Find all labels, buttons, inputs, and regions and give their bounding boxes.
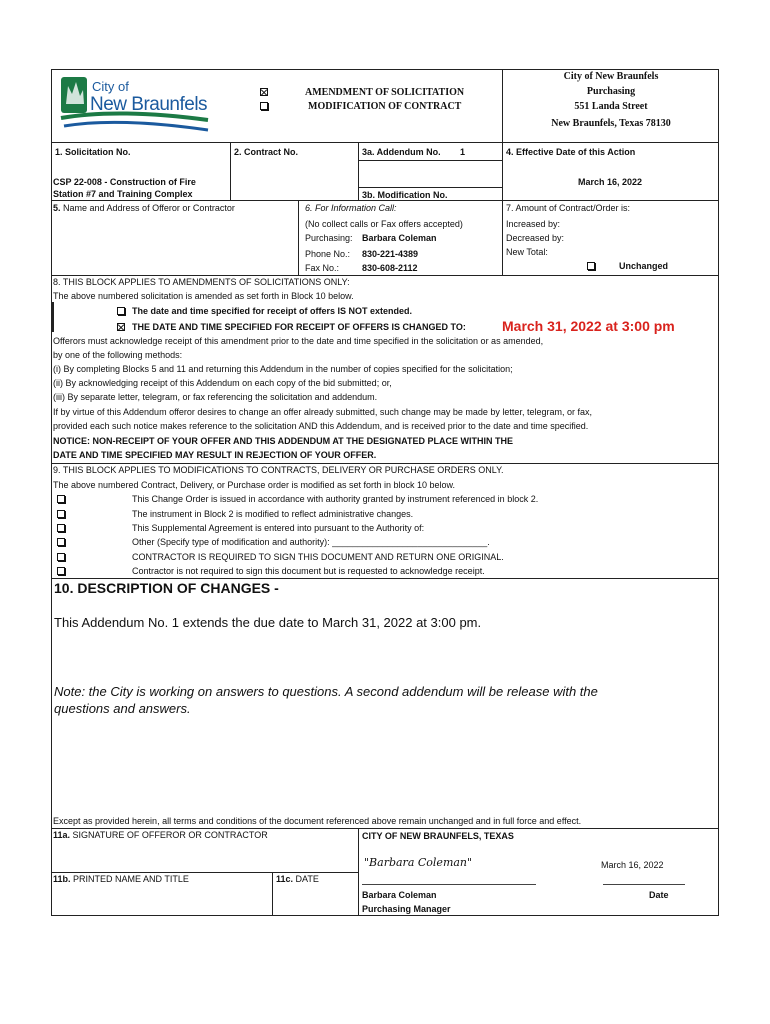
block9-option: Other (Specify type of modification and authority): _______________________________. [132,537,490,547]
block9-option: This Supplemental Agreement is entered into pursuant to the Authority of: [132,523,425,533]
block9-option-checkbox[interactable] [57,495,65,503]
block9-option-checkbox[interactable] [57,538,65,546]
purchasing-label: Purchasing: [305,233,353,243]
signature-line [362,884,536,885]
block9-option-checkbox[interactable] [57,567,65,575]
unchanged-label: Unchanged [619,261,669,271]
block8-methods: by one of the following methods: [53,350,183,360]
modification-no-label: 3b. Modification No. [362,190,448,200]
date-word: Date [649,890,669,900]
divider [358,828,359,916]
contract-no-label: 2. Contract No. [234,147,299,157]
org-line2: Purchasing [586,86,636,97]
block8-notice1: NOTICE: NON-RECEIPT OF YOUR OFFER AND THIS ADDENDUM AT THE DESIGNATED PLACE WITHIN THE [53,436,513,446]
block8-virtue: If by virtue of this Addendum offeror desires to change an offer already submitted, such change may be made by letter, telegram, or fax, [53,407,592,417]
phone-value: 830-221-4389 [362,249,419,259]
effective-date-label: 4. Effective Date of this Action [506,147,636,157]
divider [51,828,719,829]
new-total-label: New Total: [506,247,548,257]
block10-note-line1: Note: the City is working on answers to questions. A second addendum will be release with the [54,684,598,699]
org-line3: 551 Landa Street [574,101,648,112]
block9-option-checkbox[interactable] [57,553,65,561]
divider [51,578,719,579]
modification-label: MODIFICATION OF CONTRACT [308,101,462,112]
divider [272,872,273,916]
signer-title: Purchasing Manager [362,904,451,914]
block10-heading: 10. DESCRIPTION OF CHANGES - [54,580,279,596]
logo-name: New Braunfels [90,94,208,115]
amendment-label: AMENDMENT OF SOLICITATION [305,87,465,98]
org-line4: New Braunfels, Texas 78130 [551,118,671,129]
offeror-address-label: 5. Name and Address of Offeror or Contractor [53,203,235,213]
block8-line1: The above numbered solicitation is amended as set forth in Block 10 below. [53,291,354,301]
block10-body: This Addendum No. 1 extends the due date to March 31, 2022 at 3:00 pm. [54,615,482,630]
block9-option-checkbox[interactable] [57,510,65,518]
block9-option-checkbox[interactable] [57,524,65,532]
block9-option: Contractor is not required to sign this document but is requested to acknowledge receipt. [132,566,485,576]
city-signature: "Barbara Coleman" [364,856,473,869]
block10-note-line2: questions and answers. [54,701,191,716]
sign-date-value: March 16, 2022 [601,860,664,870]
city-logo [58,74,218,138]
divider [51,275,719,276]
effective-date-value: March 16, 2022 [578,177,643,187]
divider [52,302,54,332]
block8-heading: 8. THIS BLOCK APPLIES TO AMENDMENTS OF SOLICITATIONS ONLY: [53,277,350,287]
modification-checkbox[interactable] [260,102,268,110]
solicitation-no-line2: Station #7 and Training Complex [53,189,193,199]
date-label: 11c. DATE [276,874,319,884]
addendum-no-value: 1 [460,147,466,157]
new-due-datetime: March 31, 2022 at 3:00 pm [502,318,675,334]
block9-option: The instrument in Block 2 is modified to reflect administrative changes. [132,509,414,519]
signer-name: Barbara Coleman [362,890,437,900]
date-line [603,884,685,885]
solicitation-no-line1: CSP 22-008 - Construction of Fire [53,177,196,187]
fax-value: 830-608-2112 [362,263,418,273]
city-label: CITY OF NEW BRAUNFELS, TEXAS [362,831,514,841]
org-line1: City of New Braunfels [563,71,659,82]
divider [358,160,502,161]
unchanged-checkbox[interactable] [587,262,595,270]
block9-line1: The above numbered Contract, Delivery, or Purchase order is modified as set forth in block 10 below. [53,480,456,490]
block8-method-iii: (iii) By separate letter, telegram, or fax referencing the solicitation and addendum. [53,392,378,402]
block8-method-i: (i) By completing Blocks 5 and 11 and returning this Addendum in the number of copies specified for the solicitation; [53,364,513,374]
phone-label: Phone No.: [305,249,351,259]
logo-city-of: City of [92,79,129,94]
divider [358,142,359,200]
divider [51,463,719,464]
divider [51,872,358,873]
printed-name-label: 11b. PRINTED NAME AND TITLE [53,874,189,884]
date-changed-checkbox[interactable] [117,323,125,331]
not-extended-label: The date and time specified for receipt of offers IS NOT extended. [132,306,413,316]
date-changed-label: THE DATE AND TIME SPECIFIED FOR RECEIPT OF OFFERS IS CHANGED TO: [132,322,466,332]
divider [51,142,719,143]
info-call-label: 6. For Information Call: [305,203,397,213]
increased-by-label: Increased by: [506,219,561,229]
divider [502,200,503,275]
amendment-checkbox[interactable] [260,88,268,96]
divider [358,187,502,188]
decreased-by-label: Decreased by: [506,233,565,243]
contract-amount-label: 7. Amount of Contract/Order is: [506,203,631,213]
block10-except: Except as provided herein, all terms and conditions of the document referenced above remain unchanged and in full force and effect. [53,816,582,826]
solicitation-no-label: 1. Solicitation No. [55,147,131,157]
block8-notice2: DATE AND TIME SPECIFIED MAY RESULT IN REJECTION OF YOUR OFFER. [53,450,377,460]
purchasing-name: Barbara Coleman [362,233,437,243]
addendum-no-label: 3a. Addendum No. [362,147,441,157]
block8-provided: provided each such notice makes reference to the solicitation AND this Addendum, and is received prior to the date and time specified. [53,421,589,431]
info-call-note: (No collect calls or Fax offers accepted) [305,219,463,229]
signature-offeror-label: 11a. SIGNATURE OF OFFEROR OR CONTRACTOR [53,830,268,840]
not-extended-checkbox[interactable] [117,307,125,315]
block9-option: This Change Order is issued in accordance with authority granted by instrument referenced in block 2. [132,494,539,504]
block8-acknowledge: Offerors must acknowledge receipt of this amendment prior to the date and time specified in the solicitation or as amended, [53,336,544,346]
block9-option: CONTRACTOR IS REQUIRED TO SIGN THIS DOCUMENT AND RETURN ONE ORIGINAL. [132,552,504,562]
block9-heading: 9. THIS BLOCK APPLIES TO MODIFICATIONS TO CONTRACTS, DELIVERY OR PURCHASE ORDERS ONLY. [53,465,504,475]
fax-label: Fax No.: [305,263,340,273]
block8-method-ii: (ii) By acknowledging receipt of this Addendum on each copy of the bid submitted; or, [53,378,392,388]
divider [298,200,299,275]
divider [230,142,231,201]
